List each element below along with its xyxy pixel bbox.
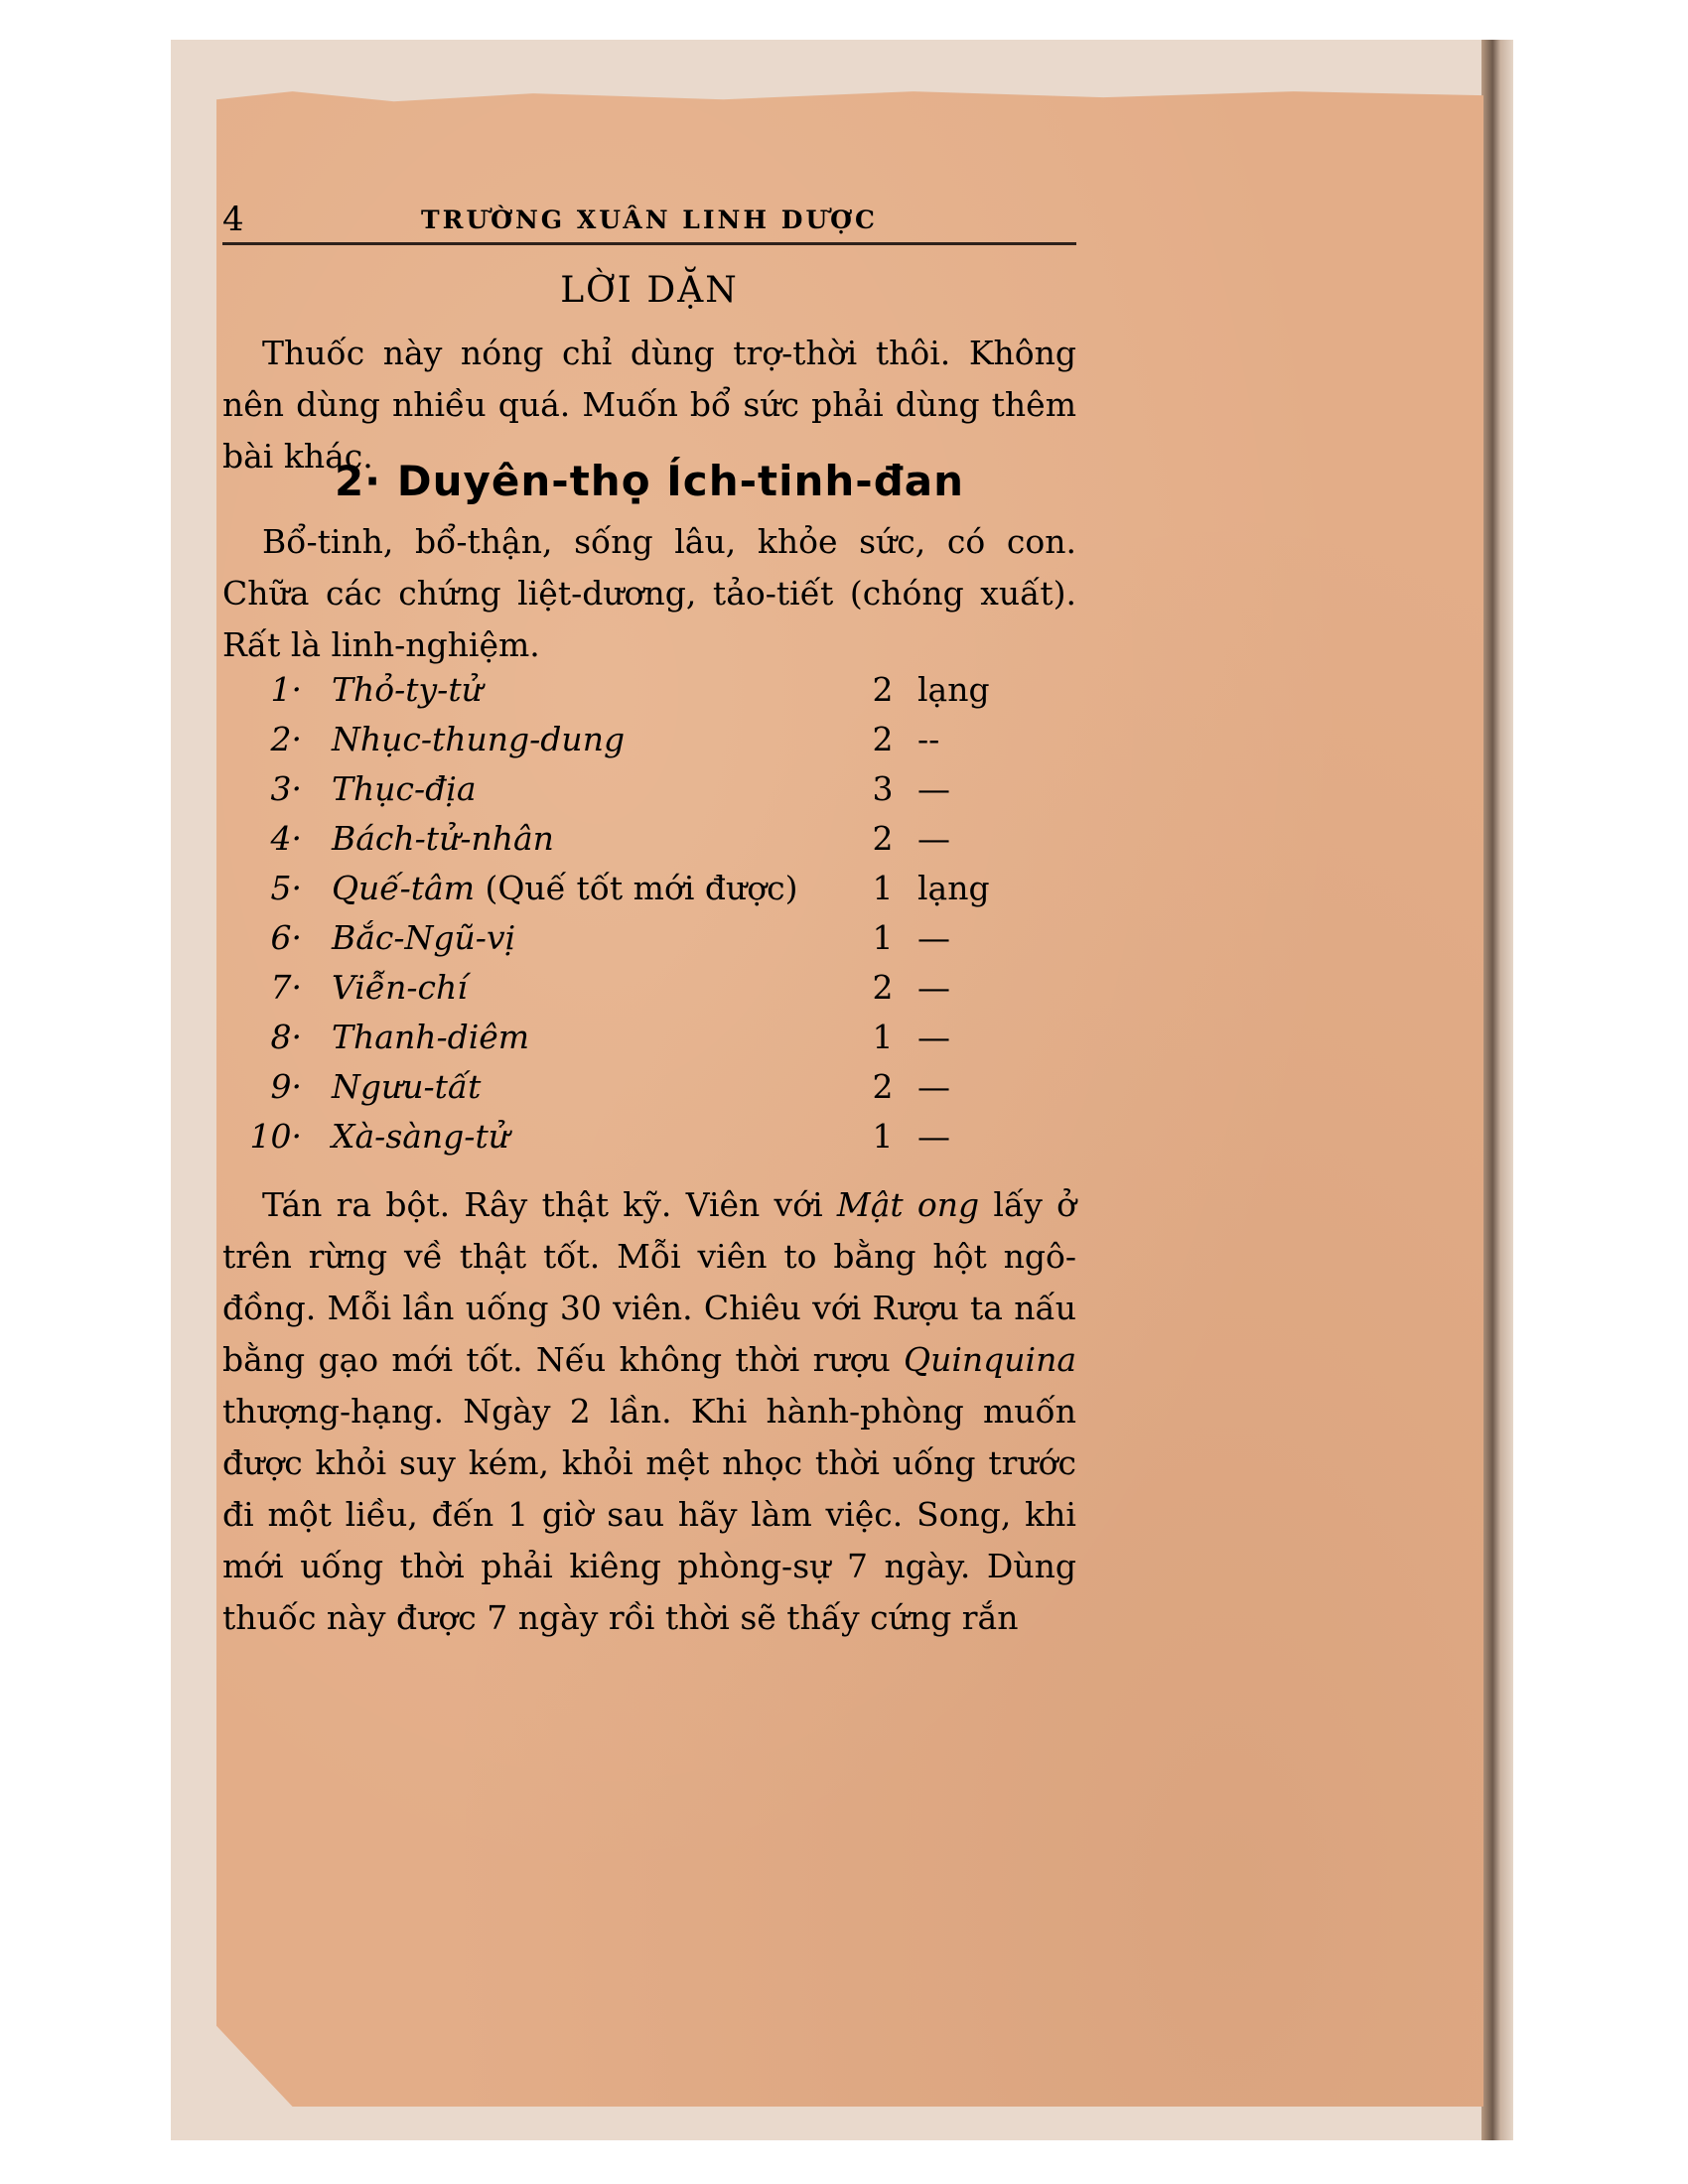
ingredient-name-text: Bách-tử-nhân bbox=[332, 819, 554, 858]
ingredient-name bbox=[332, 1112, 509, 1161]
ingredient-number: 2· bbox=[270, 720, 302, 758]
ingredient-unit: -- bbox=[917, 720, 940, 758]
ingredient-number: 7· bbox=[270, 968, 302, 1007]
instructions-text: Tán ra bột. Rây thật kỹ. Viên với bbox=[262, 1185, 837, 1224]
ingredient-quantity: 2 bbox=[872, 720, 894, 758]
ingredient-unit: lạng bbox=[917, 869, 990, 907]
ingredient-row bbox=[222, 1013, 1076, 1062]
ingredient-number: 1· bbox=[270, 670, 302, 709]
ingredient-number: 8· bbox=[270, 1018, 302, 1056]
ingredient-row bbox=[222, 665, 1076, 715]
ingredient-name-text: Ngưu-tất bbox=[332, 1067, 482, 1106]
recipe-description: Bổ-tinh, bổ-thận, sống lâu, khỏe sức, có con. Chữa các chứng liệt-dương, tảo-tiết (chóng xuất). Rất là linh-nghiệm. bbox=[222, 522, 1076, 664]
ingredient-row bbox=[222, 864, 1076, 913]
running-header bbox=[222, 197, 1076, 245]
ingredient-number: 3· bbox=[270, 769, 302, 808]
ingredient-name bbox=[332, 864, 797, 913]
ingredient-unit: — bbox=[917, 769, 950, 808]
ingredient-name-text: Xà-sàng-tử bbox=[332, 1117, 509, 1156]
ingredient-name bbox=[332, 913, 515, 963]
ingredient-row bbox=[222, 1062, 1076, 1112]
ingredient-unit: — bbox=[917, 1067, 950, 1106]
ingredient-unit: lạng bbox=[917, 670, 990, 709]
ingredient-note: (Quế tốt mới được) bbox=[475, 869, 798, 907]
ingredient-quantity: 3 bbox=[872, 769, 894, 808]
ingredient-number: 4· bbox=[270, 819, 302, 858]
note-heading: LỜI DẶN bbox=[560, 270, 739, 311]
page-number: 4 bbox=[222, 200, 244, 239]
ingredient-name-text: Viễn-chí bbox=[332, 968, 468, 1007]
ingredient-unit: — bbox=[917, 918, 950, 957]
running-title: TRƯỜNG XUÂN LINH DƯỢC bbox=[421, 205, 878, 234]
ingredient-name bbox=[332, 1062, 481, 1112]
preparation-instructions bbox=[222, 1179, 1076, 1644]
ingredient-row bbox=[222, 715, 1076, 764]
instructions-text: thượng-hạng. Ngày 2 lần. Khi hành-phòng muốn được khỏi suy kém, khỏi mệt nhọc thời uống trước đi một liều, đến 1 giờ sau hãy làm việc. Song, khi mới uống thời phải kiêng phòng-sự 7 ngày. Dùng thuốc này được 7 ngày rồi thời sẽ thấy cứng rắn bbox=[222, 1392, 1076, 1637]
book-spine-edge bbox=[1481, 40, 1513, 2140]
ingredient-row bbox=[222, 1112, 1076, 1161]
ingredient-row bbox=[222, 963, 1076, 1013]
ingredient-unit: — bbox=[917, 968, 950, 1007]
ingredient-quantity: 2 bbox=[872, 670, 894, 709]
ingredient-number: 6· bbox=[270, 918, 302, 957]
ingredient-name bbox=[332, 715, 625, 764]
recipe-title: 2· Duyên-thọ Ích-tinh-đan bbox=[334, 457, 965, 505]
ingredient-quantity: 2 bbox=[872, 968, 894, 1007]
ingredient-row bbox=[222, 913, 1076, 963]
ingredient-unit: — bbox=[917, 1018, 950, 1056]
ingredient-name-text: Bắc-Ngũ-vị bbox=[332, 918, 516, 957]
instructions-text: lấy ở trên rừng về thật tốt. Mỗi viên to bằng hột ngô-đồng. Mỗi lần uống 30 viên. Chiêu với Rượu ta nấu bằng gạo mới tốt. Nếu không thời rượu bbox=[222, 1185, 1076, 1379]
ingredient-name bbox=[332, 963, 468, 1013]
ingredient-quantity: 1 bbox=[872, 869, 894, 907]
ingredient-name-text: Quế-tâm bbox=[332, 869, 475, 907]
ingredient-name bbox=[332, 814, 554, 864]
ingredient-unit: — bbox=[917, 819, 950, 858]
ingredient-quantity: 2 bbox=[872, 1067, 894, 1106]
ingredient-name-text: Thỏ-ty-tử bbox=[332, 670, 483, 709]
ingredient-name bbox=[332, 764, 477, 814]
ingredient-name bbox=[332, 665, 483, 715]
ingredient-unit: — bbox=[917, 1117, 950, 1156]
note-paragraph: Thuốc này nóng chỉ dùng trợ-thời thôi. Không nên dùng nhiều quá. Muốn bổ sức phải dùng thêm bài khác. bbox=[222, 334, 1076, 476]
ingredient-quantity: 1 bbox=[872, 1117, 894, 1156]
ingredient-name bbox=[332, 1013, 529, 1062]
instructions-italic-quinquina: Quinquina bbox=[904, 1340, 1076, 1379]
ingredient-quantity: 2 bbox=[872, 819, 894, 858]
ingredient-name-text: Thục-địa bbox=[332, 769, 477, 808]
ingredient-name-text: Thanh-diêm bbox=[332, 1018, 530, 1056]
instructions-italic-honey: Mật ong bbox=[836, 1185, 980, 1224]
ingredient-name-text: Nhục-thung-dung bbox=[332, 720, 626, 758]
ingredient-number: 10· bbox=[249, 1117, 302, 1156]
ingredient-number: 5· bbox=[270, 869, 302, 907]
ingredient-row bbox=[222, 814, 1076, 864]
ingredient-number: 9· bbox=[270, 1067, 302, 1106]
ingredient-quantity: 1 bbox=[872, 1018, 894, 1056]
ingredient-quantity: 1 bbox=[872, 918, 894, 957]
ingredient-row bbox=[222, 764, 1076, 814]
